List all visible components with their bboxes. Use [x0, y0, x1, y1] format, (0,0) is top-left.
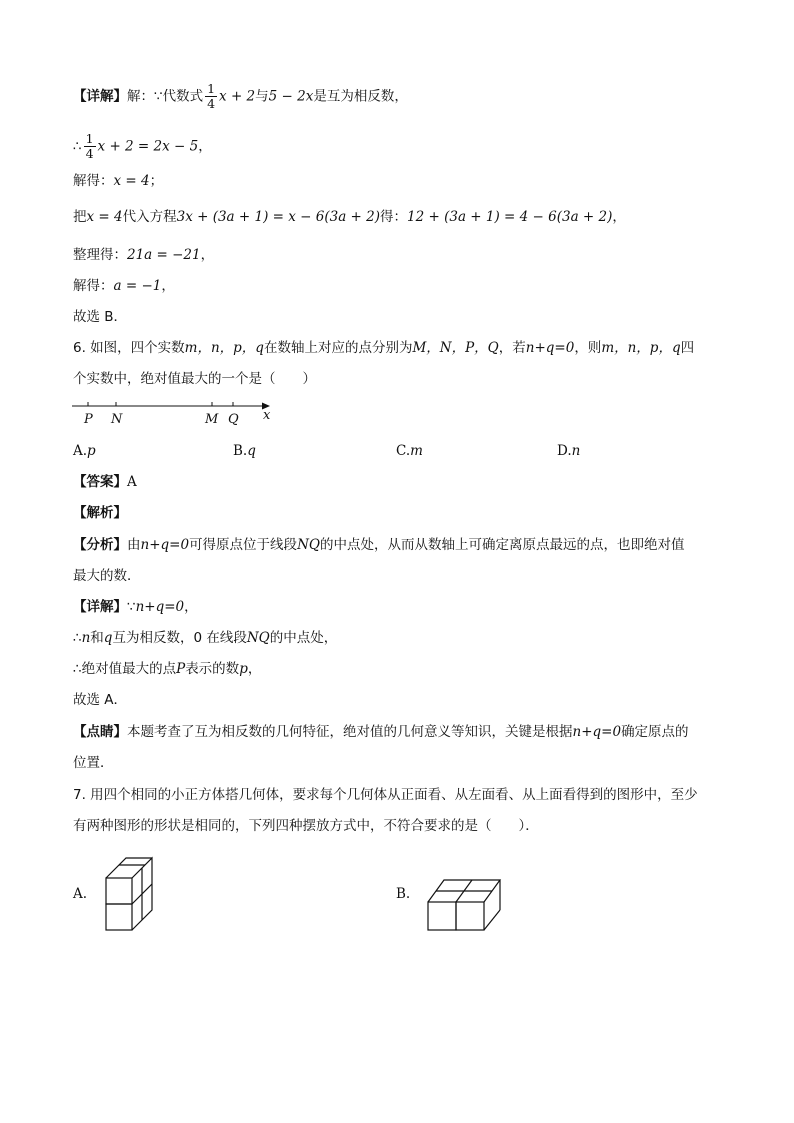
detail1-line3: 解得：x = 4；	[73, 173, 164, 189]
cube-front-right	[456, 902, 484, 930]
label-M: M	[205, 412, 219, 427]
fenxi-line1: 【分析】由n+q=0可得原点位于线段NQ的中点处，从而从数轴上可确定离原点最远的点，也即绝对值	[73, 537, 685, 553]
analysis-tag: 【解析】	[73, 505, 127, 521]
detail1-line7: 故选 B．	[73, 309, 128, 325]
number-line-figure	[70, 398, 285, 430]
q7-option-b[interactable]: B.	[396, 886, 411, 902]
detail1-line5: 整理得：21a = −21，	[73, 247, 215, 263]
detail2-line4: 故选 A．	[73, 692, 128, 708]
q6-stem-line2: 个实数中，绝对值最大的一个是（ ）	[73, 371, 316, 387]
detail-tag: 【详解】	[73, 88, 127, 105]
detail2-line2: ∴n和q互为相反数，0 在线段NQ的中点处，	[73, 630, 338, 646]
detail1-line1: 【详解】解：∵代数式 $\frac{1}{4}$ x + 2与5 − 2x是互为相反数，	[73, 81, 408, 111]
cube-front-left	[428, 902, 456, 930]
option-c[interactable]: C.m	[396, 443, 423, 459]
detail2-line1: 【详解】∵n+q=0，	[73, 599, 198, 615]
cube-front-lower	[106, 904, 132, 930]
detail2-line3: ∴绝对值最大的点P表示的数p，	[73, 661, 262, 677]
cube-stack-figure-a	[104, 850, 156, 934]
detail1-line2: ∴ $\frac{1}{4}$ x + 2 = 2x − 5，	[73, 131, 212, 161]
cube-side-bottom	[484, 910, 500, 930]
dianjing-line2: 位置．	[73, 755, 114, 771]
label-Q: Q	[228, 412, 239, 427]
answer-line	[73, 472, 137, 492]
label-P: P	[84, 412, 93, 427]
cube-front-upper	[106, 878, 132, 904]
q6-stem-line1: 6. 如图，四个实数m，n，p，q在数轴上对应的点分别为M，N，P，Q，若n+q=0，则m，n，p，q四	[73, 340, 695, 356]
axis-label-x: x	[263, 408, 271, 423]
detail1-line6: 解得：a = −1，	[73, 278, 175, 294]
cube-stack-figure-b	[426, 876, 502, 932]
option-b[interactable]: B.q	[233, 443, 256, 459]
fenxi-line2: 最大的数．	[73, 568, 141, 584]
q7-stem-line1: 7. 用四个相同的小正方体搭几何体，要求每个几何体从正面看、从左面看、从上面看得到的图形中，至少	[73, 787, 698, 803]
option-d[interactable]: D.n	[557, 443, 581, 459]
detail1-line4: 把x = 4代入方程3x + (3a + 1) = x − 6(3a + 2)得：12 + (3a + 1) = 4 − 6(3a + 2)，	[73, 209, 626, 225]
q7-stem-line2: 有两种图形的形状是相同的，下列四种摆放方式中，不符合要求的是（ ）．	[73, 818, 539, 834]
label-N: N	[111, 412, 123, 427]
fraction: $\frac{1}{4}$	[85, 131, 94, 161]
q7-option-a[interactable]: A.	[73, 886, 88, 902]
cube-top	[106, 858, 152, 878]
answer-value: A	[127, 474, 137, 490]
answer-tag: 【答案】	[73, 474, 127, 490]
fraction: $\frac{1}{4}$	[207, 81, 216, 111]
option-a[interactable]: A.p	[73, 443, 96, 459]
dianjing-line1: 【点睛】本题考查了互为相反数的几何特征，绝对值的几何意义等知识，关键是根据n+q=0确定原点的	[73, 724, 689, 740]
